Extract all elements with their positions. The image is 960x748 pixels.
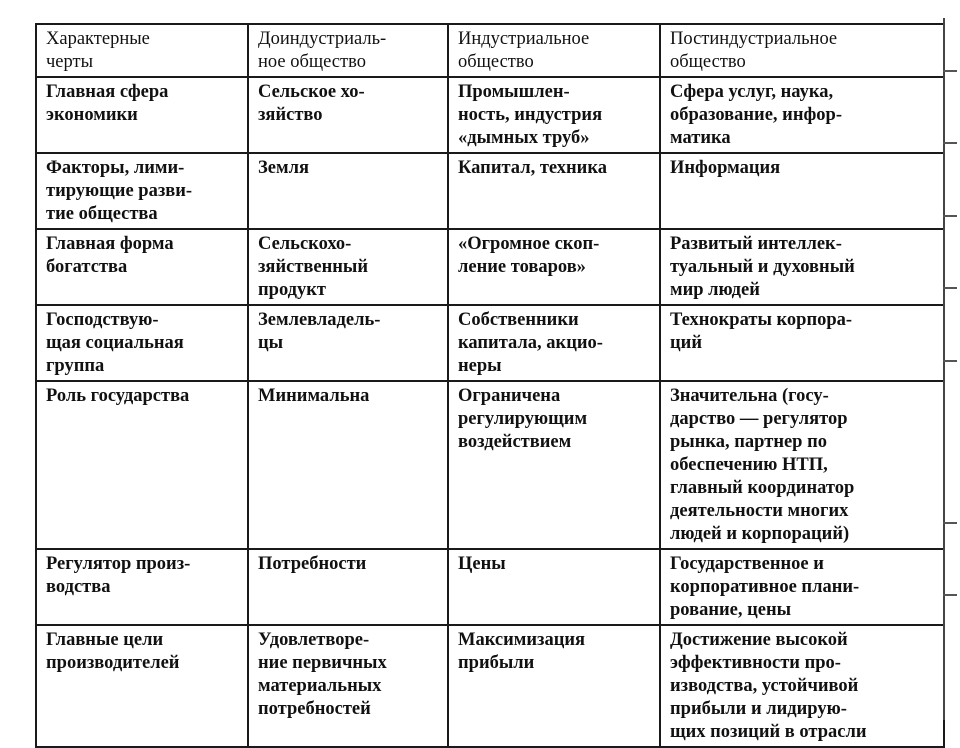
page-edge-tick xyxy=(943,70,957,72)
row-label-cell: Роль государства xyxy=(36,381,248,549)
page-edge-line xyxy=(943,18,945,720)
table-row xyxy=(36,305,944,381)
table-cell: Сфера услуг, наука, образование, инфор- матика xyxy=(660,77,944,153)
table-cell: Максимизация прибыли xyxy=(448,625,660,747)
header-cell-postindustrial: Постиндустриальное общество xyxy=(660,24,944,77)
table-row xyxy=(36,549,944,625)
comparison-table xyxy=(35,23,945,748)
table-cell: Промышлен- ность, индустрия «дымных труб» xyxy=(448,77,660,153)
row-label-cell: Главные цели производителей xyxy=(36,625,248,747)
row-label-cell: Главная сфера экономики xyxy=(36,77,248,153)
table-cell: Развитый интеллек- туальный и духовный мир людей xyxy=(660,229,944,305)
table-cell: Сельскохо- зяйственный продукт xyxy=(248,229,448,305)
row-label-cell: Главная форма богатства xyxy=(36,229,248,305)
table-cell: Капитал, техника xyxy=(448,153,660,229)
page-edge-tick xyxy=(943,522,957,524)
table-row xyxy=(36,625,944,747)
table-row xyxy=(36,229,944,305)
row-label-cell: Господствую- щая социальная группа xyxy=(36,305,248,381)
header-cell-features: Характерные черты xyxy=(36,24,248,77)
table-cell: Достижение высокой эффективности про- изводства, устойчивой прибыли и лидирую- щих позиций в отрасли xyxy=(660,625,944,747)
table-header-row xyxy=(36,24,944,77)
header-cell-preindustrial: Доиндустриаль- ное общество xyxy=(248,24,448,77)
table-cell: Технократы корпора- ций xyxy=(660,305,944,381)
table-cell: Цены xyxy=(448,549,660,625)
table-row xyxy=(36,381,944,549)
table-cell: Собственники капитала, акцио- неры xyxy=(448,305,660,381)
table-cell: Государственное и корпоративное плани- рование, цены xyxy=(660,549,944,625)
table-cell: Ограничена регулирующим воздействием xyxy=(448,381,660,549)
page-edge-tick xyxy=(943,594,957,596)
table-cell: Землевладель- цы xyxy=(248,305,448,381)
table-cell: Информация xyxy=(660,153,944,229)
row-label-cell: Регулятор произ- водства xyxy=(36,549,248,625)
table-cell: Удовлетворе- ние первичных материальных потребностей xyxy=(248,625,448,747)
table-cell: «Огромное скоп- ление товаров» xyxy=(448,229,660,305)
page-edge-tick xyxy=(943,215,957,217)
page-edge-tick xyxy=(943,360,957,362)
row-label-cell: Факторы, лими- тирующие разви- тие общества xyxy=(36,153,248,229)
header-cell-industrial: Индустриальное общество xyxy=(448,24,660,77)
table-row xyxy=(36,77,944,153)
table-row xyxy=(36,153,944,229)
table-cell: Земля xyxy=(248,153,448,229)
table-cell: Минимальна xyxy=(248,381,448,549)
page-edge-tick xyxy=(943,142,957,144)
table-cell: Сельское хо- зяйство xyxy=(248,77,448,153)
table-cell: Значительна (госу- дарство — регулятор рынка, партнер по обеспечению НТП, главный координатор деятельности многих людей и корпораций) xyxy=(660,381,944,549)
page-edge-tick xyxy=(943,287,957,289)
table-cell: Потребности xyxy=(248,549,448,625)
